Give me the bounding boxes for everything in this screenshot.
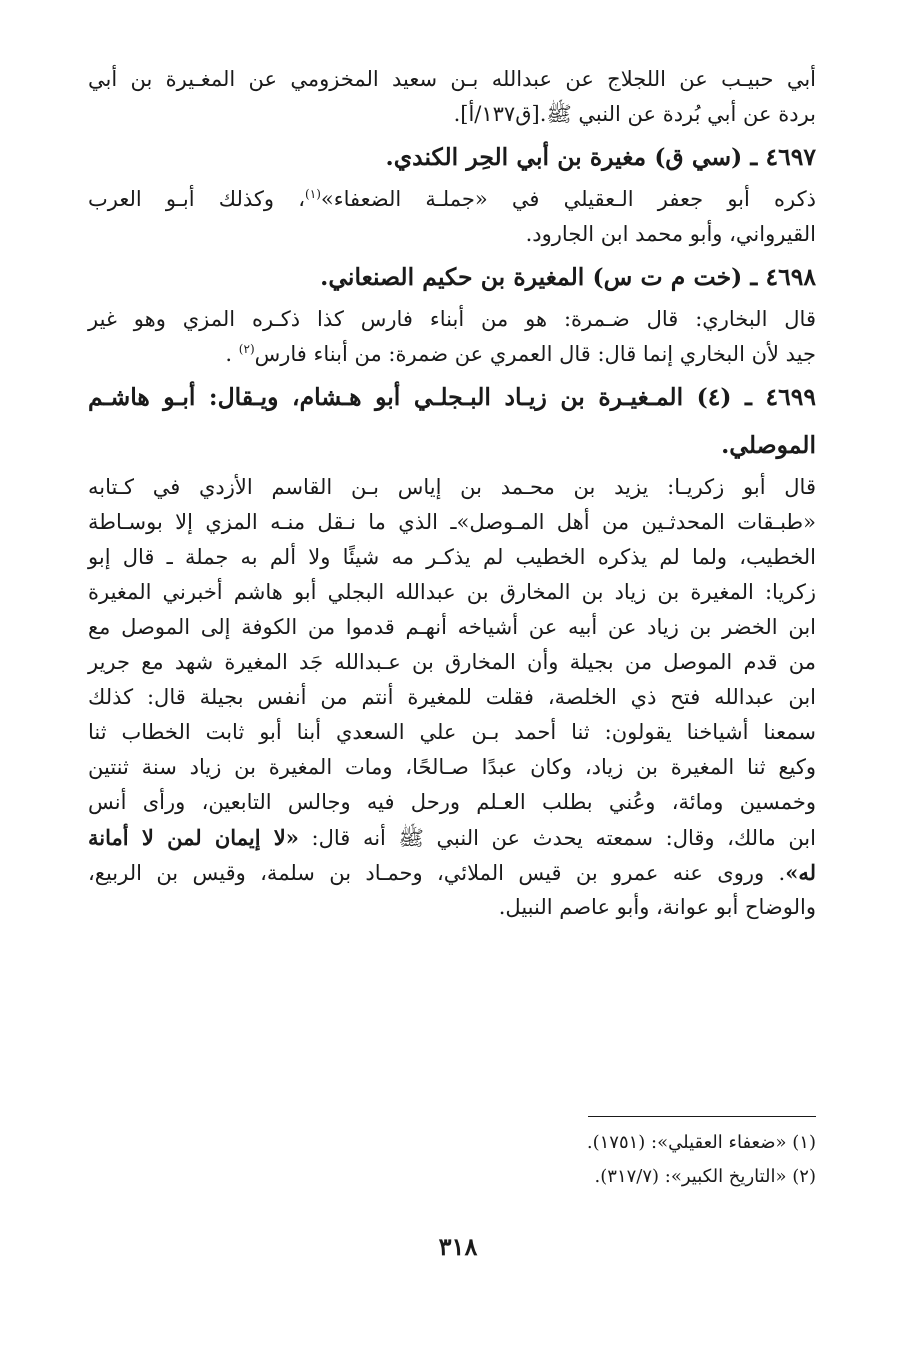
body-line: [88, 337, 816, 372]
body-line: وكيع ثنا المغيرة بن زياد، وكان عبدًا صـالحًا، ومات المغيرة بن زياد سنة ثنتين: [88, 755, 816, 779]
entry-heading: ٤٦٩٩ ـ (٤) المـغيـرة بن زيـاد البـجلـي أبو هـشام، ويـقال: أبـو هاشـم: [88, 383, 816, 411]
body-text: ذكره أبو جعفر الـعقيلي في «جملـة الضعفاء»: [320, 187, 816, 211]
body-line: سمعنا أشياخنا يقولون: ثنا أحمد بـن علي السعدي أبنا أبو ثابت الخطاب ثنا: [88, 720, 816, 744]
footnote-ref: (٢): [238, 342, 255, 356]
footnote-ref: (١): [305, 187, 321, 201]
body-line: [88, 820, 816, 855]
footnotes: [587, 1126, 816, 1194]
entry-heading: ٤٦٩٨ ـ (خت م ت س) المغيرة بن حكيم الصنعاني.: [320, 263, 816, 291]
entry-heading: الموصلي.: [721, 431, 816, 459]
body-text: ، وكذلك أبـو العرب: [88, 187, 306, 211]
body-line: ابن الخضر بن زياد عن أبيه عن أشياخه أنهـم قدموا من الكوفة إلى الموصل مع: [88, 615, 816, 639]
body-line: من قدم الموصل من بجيلة وأن المخارق بن عـبدالله جَد المغيرة شهد مع جرير: [88, 650, 816, 674]
body-line: القيرواني، وأبو محمد ابن الجارود.: [525, 222, 816, 246]
body-line: «طبـقات المحدثـين من أهل المـوصل»ـ الذي ما نـقل منـه المزي إلا بوسـاطة: [88, 510, 816, 534]
body-line: والوضاح أبو عوانة، وأبو عاصم النبيل.: [498, 895, 816, 919]
body-line: [88, 855, 816, 890]
body-line: وخمسين ومائة، وعُني بطلب العـلم ورحل فيه وجالس التابعين، ورأى أنس: [88, 790, 816, 814]
hadith-quote: «لا إيمان لمن لا أمانة: [88, 825, 299, 850]
footnote: (١) «ضعفاء العقيلي»: (١٧٥١).: [586, 1132, 816, 1153]
body-line: قال البخاري: قال ضـمرة: هو من أبناء فارس كذا ذكـره المزي وهو غير: [88, 307, 816, 331]
body-line: أبي حبيـب عن اللجلاج عن عبدالله بـن سعيد المخزومي عن المغـيرة بن أبي: [88, 67, 816, 91]
body-line: بردة عن أبي بُردة عن النبي ﷺ.[ق١٣٧/أ].: [453, 102, 816, 126]
body-line: [88, 182, 816, 217]
footnote-separator: [588, 1116, 816, 1117]
page-number: ٣١٨: [438, 1232, 478, 1261]
body-text: ابن مالك، وقال: سمعته يحدث عن النبي ﷺ أنه قال:: [311, 826, 816, 850]
footnote: (٢) «التاريخ الكبير»: (٣١٧/٧).: [594, 1166, 816, 1187]
body-line: ابن عبدالله فتح ذي الخلصة، فقلت للمغيرة أنتم من أنفس بجيلة قال: كذلك: [88, 685, 816, 709]
hadith-quote: له»: [785, 860, 816, 885]
body-text: جيد لأن البخاري إنما قال: قال العمري عن ضمرة: من أبناء فارس: [254, 342, 816, 366]
body-text: . وروى عنه عمرو بن قيس الملائي، وحمـاد بن سلمة، وقيس بن الربيع،: [88, 861, 786, 885]
body-line: الخطيب، ولما لم يذكره الخطيب لم يذكـر مه شيئًا ولا ألم به جملة ـ قال إبو: [88, 545, 816, 569]
entry-heading: ٤٦٩٧ ـ (سي ق) مغيرة بن أبي الحِر الكندي.: [385, 143, 816, 171]
body-line: زكريا: المغيرة بن زياد بن المخارق بن عبدالله البجلي أبو هاشم أخبرني المغيرة: [88, 580, 816, 604]
body-text: .: [225, 342, 233, 366]
body-line: قال أبو زكريـا: يزيد بن محـمد بن إياس بـن القاسم الأزدي في كـتابه: [88, 475, 816, 499]
